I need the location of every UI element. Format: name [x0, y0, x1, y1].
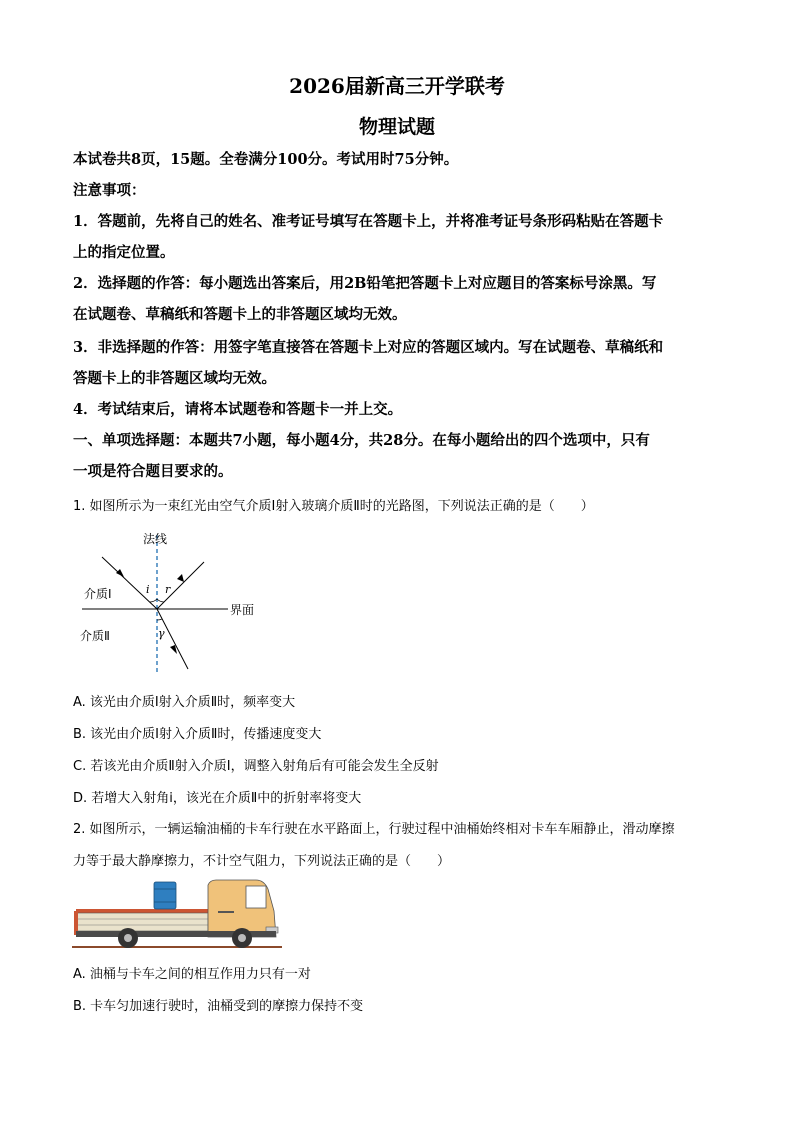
rear-wheel-hub: [124, 934, 132, 942]
angle-gamma-arc: [157, 619, 162, 620]
note-2: 2．选择题的作答：每小题选出答案后，用2B铅笔把答题卡上对应题目的答案标号涂黑。写: [73, 275, 657, 292]
note-4: 4．考试结束后，请将本试题卷和答题卡一并上交。: [73, 401, 403, 418]
angle-i-label: i: [146, 583, 150, 596]
oil-barrel: [154, 882, 176, 909]
normal-label: 法线: [143, 532, 168, 546]
section-heading: 一、单项选择题：本题共7小题，每小题4分，共28分。在每小题给出的四个选项中，只有: [73, 432, 650, 449]
q1-option-c: C. 若该光由介质Ⅱ射入介质Ⅰ，调整入射角后有可能会发生全反射: [73, 759, 439, 774]
exam-subject: 物理试题: [358, 116, 435, 138]
interface-label: 界面: [230, 603, 255, 617]
refraction-diagram: [70, 525, 280, 675]
intro-line: 本试卷共8页，15题。全卷满分100分。考试用时75分钟。: [73, 151, 459, 168]
incident-arrow: [116, 569, 124, 577]
cab-window: [246, 886, 266, 908]
note-3: 3．非选择题的作答：用签字笔直接答在答题卡上对应的答题区域内。写在试题卷、草稿纸和: [73, 339, 664, 356]
reflected-arrow: [177, 574, 184, 582]
q1-option-d: D. 若增大入射角i，该光在介质Ⅱ中的折射率将变大: [73, 791, 362, 806]
q1-option-a: A. 该光由介质Ⅰ射入介质Ⅱ时，频率变大: [73, 695, 296, 710]
angle-r-label: r: [165, 583, 171, 596]
question-1-stem: 1. 如图所示为一束红光由空气介质Ⅰ射入玻璃介质Ⅱ时的光路图，下列说法正确的是（ ）: [73, 499, 594, 514]
truck-diagram: [70, 875, 285, 953]
question-2-stem-cont: 力等于最大静摩擦力，不计空气阻力，下列说法正确的是（ ）: [73, 854, 451, 869]
door-handle: [218, 911, 234, 913]
q2-option-b: B. 卡车匀加速行驶时，油桶受到的摩擦力保持不变: [73, 999, 364, 1014]
truck-bed-side: [76, 913, 208, 931]
note-2-cont: 在试题卷、草稿纸和答题卡上的非答题区域均无效。: [73, 306, 407, 323]
q1-option-b: B. 该光由介质Ⅰ射入介质Ⅱ时，传播速度变大: [73, 727, 322, 742]
angle-i-arc: [150, 599, 157, 602]
front-wheel-hub: [238, 934, 246, 942]
note-1-cont: 上的指定位置。: [73, 244, 175, 261]
truck-bed-top: [76, 909, 208, 913]
medium-1-label: 介质Ⅰ: [84, 587, 112, 601]
note-1: 1．答题前，先将自己的姓名、准考证号填写在答题卡上，并将准考证号条形码粘贴在答题卡: [73, 213, 664, 230]
exam-title: 2026届新高三开学联考: [289, 74, 505, 98]
q2-option-a: A. 油桶与卡车之间的相互作用力只有一对: [73, 967, 311, 982]
notes-heading: 注意事项：: [73, 182, 146, 199]
angle-gamma-label: γ: [158, 627, 165, 640]
section-heading-cont: 一项是符合题目要求的。: [73, 463, 233, 480]
note-3-cont: 答题卡上的非答题区域均无效。: [73, 370, 276, 387]
angle-r-arc: [157, 599, 164, 602]
medium-2-label: 介质Ⅱ: [80, 629, 110, 643]
question-2-stem: 2. 如图所示，一辆运输油桶的卡车行驶在水平路面上，行驶过程中油桶始终相对卡车车厢静止，滑动摩擦: [73, 822, 675, 837]
